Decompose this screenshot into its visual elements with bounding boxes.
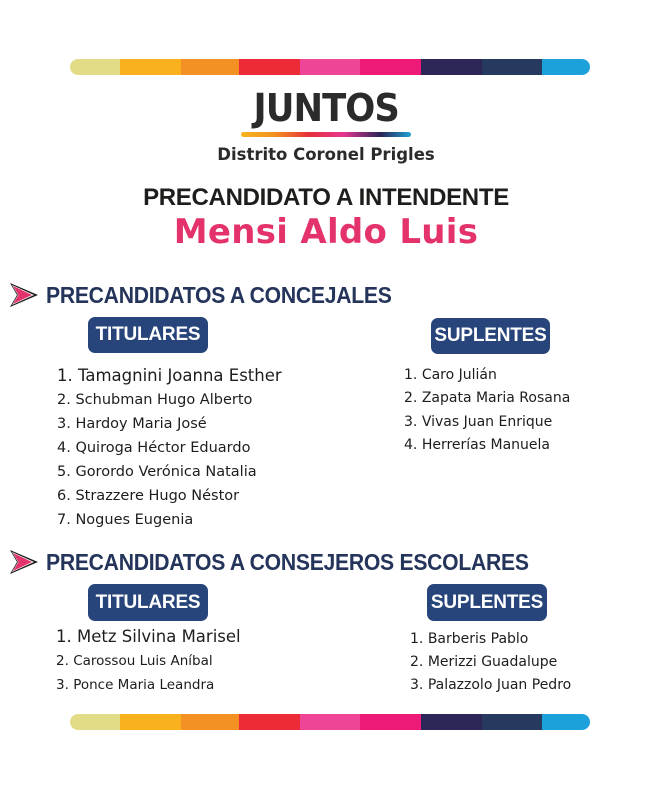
intendente-heading: PRECANDIDATO A INTENDENTE [143, 184, 509, 211]
list-item: 2. Schubman Hugo Alberto [57, 392, 253, 408]
list-item: 5. Gorordo Verónica Natalia [57, 464, 257, 480]
list-item: 4. Quiroga Héctor Eduardo [57, 440, 251, 456]
color-segment [360, 59, 421, 75]
color-segment [181, 714, 238, 730]
color-segment [360, 714, 421, 730]
color-segment [239, 714, 300, 730]
consejeros-titulares-badge: TITULARES [88, 584, 208, 621]
concejales-titulares-list [57, 364, 282, 532]
list-item: 4. Herrerías Manuela [404, 437, 550, 453]
color-segment [421, 714, 482, 730]
list-item: 3. Ponce Maria Leandra [56, 677, 215, 693]
list-item: 2. Merizzi Guadalupe [410, 654, 558, 670]
color-segment [239, 59, 300, 75]
consejeros-section-heading [8, 548, 571, 576]
color-segment [300, 59, 361, 75]
arrow-right-icon [8, 548, 40, 576]
concejales-section-heading [8, 281, 422, 309]
color-segment [70, 59, 120, 75]
concejales-suplentes-list [404, 364, 570, 457]
list-item: 3. Vivas Juan Enrique [404, 414, 553, 430]
logo-text: JUNTOS [253, 86, 399, 130]
list-item: 2. Zapata Maria Rosana [404, 390, 571, 406]
color-segment [542, 714, 590, 730]
color-segment [120, 714, 181, 730]
color-segment [482, 59, 541, 75]
list-item: 1. Caro Julián [404, 367, 497, 383]
consejeros-titulares-list [56, 625, 241, 697]
list-item: 2. Carossou Luis Aníbal [56, 653, 213, 669]
list-item: 3. Hardoy Maria José [57, 416, 207, 432]
concejales-title: PRECANDIDATOS A CONCEJALES [46, 281, 392, 308]
list-item: 1. Metz Silvina Marisel [56, 627, 241, 646]
color-segment [300, 714, 361, 730]
bottom-color-bar [70, 714, 590, 730]
concejales-titulares-badge: TITULARES [88, 317, 208, 353]
list-item: 7. Nogues Eugenia [57, 512, 194, 528]
top-color-bar [70, 59, 590, 75]
color-segment [421, 59, 482, 75]
concejales-suplentes-badge: SUPLENTES [431, 318, 550, 354]
color-segment [120, 59, 181, 75]
logo-gradient-underline [241, 132, 411, 137]
district-name: Distrito Coronel Prigles [217, 145, 435, 164]
consejeros-suplentes-badge: SUPLENTES [427, 584, 547, 621]
consejeros-suplentes-list [410, 628, 571, 697]
color-segment [542, 59, 590, 75]
color-segment [70, 714, 120, 730]
list-item: 1. Barberis Pablo [410, 631, 529, 647]
color-segment [482, 714, 541, 730]
intendente-candidate-name: Mensi Aldo Luis [173, 212, 479, 252]
color-segment [181, 59, 238, 75]
list-item: 1. Tamagnini Joanna Esther [57, 366, 282, 385]
list-item: 6. Strazzere Hugo Néstor [57, 488, 240, 504]
arrow-right-icon [8, 281, 40, 309]
list-item: 3. Palazzolo Juan Pedro [410, 677, 572, 693]
consejeros-title: PRECANDIDATOS A CONSEJEROS ESCOLARES [46, 548, 529, 575]
juntos-logo [0, 88, 652, 137]
